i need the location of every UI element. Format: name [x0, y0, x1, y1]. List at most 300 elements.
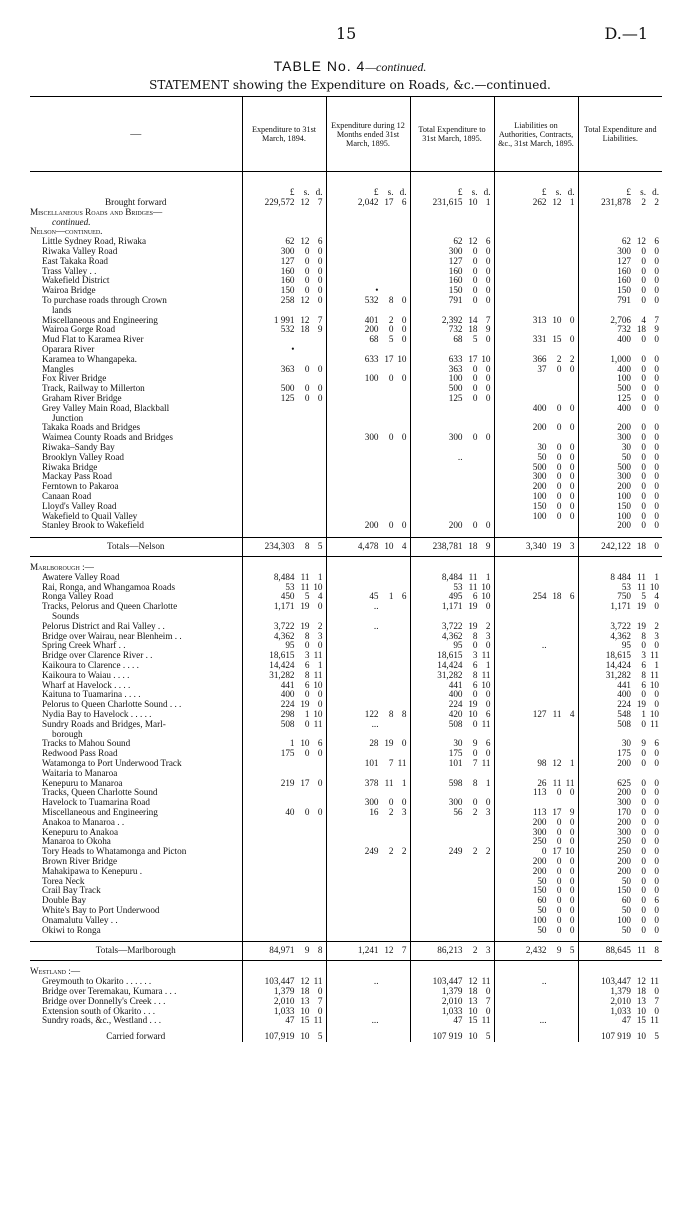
pounds-value: 50 — [537, 451, 547, 462]
pounds-value: 2,010 — [610, 995, 631, 1006]
table-row — [30, 847, 662, 857]
shillings-value — [379, 1016, 394, 1026]
amount-cell — [494, 433, 578, 443]
row-label: Kenepuru to Manaroa — [42, 778, 123, 788]
pounds-value: 500 — [280, 383, 295, 394]
totals-label: Totals—Nelson — [30, 538, 242, 557]
pounds-value: 8,484 — [441, 571, 463, 582]
row-label: Mahakipawa to Kenepuru . — [42, 866, 143, 876]
pence-value: 10 — [481, 353, 491, 364]
table-row — [30, 316, 662, 326]
pounds-value: 250 — [532, 836, 547, 847]
amount-cell — [410, 463, 494, 473]
shillings-value: 0 — [641, 777, 646, 788]
shillings-value: 0 — [556, 924, 562, 935]
amount-cell — [494, 218, 578, 228]
shillings-sign: s. — [640, 187, 646, 198]
amount-cell — [578, 433, 662, 443]
table-row — [30, 414, 662, 424]
amount-cell — [326, 886, 410, 896]
amount-cell — [578, 538, 662, 557]
table-row — [30, 612, 662, 622]
pence-value: 0 — [654, 363, 659, 374]
amount-cell — [326, 482, 410, 492]
table-row — [30, 906, 662, 916]
shillings-value: 18 — [468, 541, 478, 552]
table-row — [30, 247, 662, 257]
pounds-value: 107 919 — [601, 1031, 631, 1042]
pounds-value: 1,033 — [441, 1005, 463, 1016]
amount-cell — [242, 218, 326, 228]
table-row — [30, 423, 662, 433]
pence-value: 10 — [649, 709, 659, 720]
shillings-value: 12 — [300, 294, 310, 305]
pence-value: 6 — [654, 236, 659, 247]
pence-value: 0 — [317, 275, 323, 286]
pence-value: 11 — [565, 777, 575, 788]
pounds-value: .. — [373, 976, 379, 987]
pence-value: 10 — [649, 581, 659, 592]
pence-value: 0 — [654, 748, 659, 759]
table-body — [30, 172, 662, 1042]
amount-cell — [494, 641, 578, 651]
shillings-value: 9 — [556, 945, 562, 956]
pounds-value: 60 — [537, 895, 547, 906]
pence-value: 0 — [654, 490, 659, 501]
amount-cell — [242, 818, 326, 828]
pence-value: 0 — [401, 294, 407, 305]
amount-cell — [494, 316, 578, 326]
pence-value: 0 — [317, 699, 323, 710]
amount-cell — [326, 997, 410, 1007]
pounds-value: 150 — [617, 500, 631, 511]
column-header-total-expenditure: Total Expenditure to 31st March, 1895. — [410, 97, 494, 172]
amount-cell — [326, 671, 410, 681]
table-row — [30, 886, 662, 896]
amount-cell — [494, 788, 578, 798]
amount-cell — [326, 847, 410, 857]
pence-value: 0 — [654, 924, 659, 935]
pounds-value: 1,000 — [610, 353, 631, 364]
pence-value: 0 — [654, 777, 659, 788]
table-row — [30, 433, 662, 443]
amount-cell — [410, 227, 494, 237]
pence-value — [394, 720, 407, 730]
shillings-value: 0 — [472, 718, 478, 729]
shillings-value: 0 — [472, 275, 478, 286]
table-row — [30, 257, 662, 267]
amount-cell — [494, 997, 578, 1007]
shillings-value: 0 — [304, 285, 310, 296]
amount-cell — [494, 886, 578, 896]
shillings-value: 0 — [556, 461, 562, 472]
amount-cell — [494, 720, 578, 730]
pounds-value: 300 — [617, 826, 631, 837]
amount-cell — [326, 325, 410, 335]
amount-cell — [410, 414, 494, 424]
shillings-value: 15 — [468, 1015, 478, 1026]
pounds-value: 300 — [448, 797, 463, 808]
pence-value: 0 — [654, 904, 659, 915]
amount-cell — [410, 916, 494, 926]
shillings-value: 0 — [641, 481, 646, 492]
pence-value: 0 — [485, 520, 491, 531]
table-row — [30, 690, 662, 700]
pence-value: 0 — [317, 640, 323, 651]
amount-cell — [326, 877, 410, 887]
amount-cell — [326, 276, 410, 286]
shillings-value: 17 — [552, 846, 562, 857]
table-row — [30, 573, 662, 583]
column-header-description: — — [30, 97, 242, 172]
pounds-value: 378 — [364, 777, 379, 788]
amount-cell — [410, 942, 494, 961]
amount-cell — [578, 296, 662, 306]
pounds-value: 62 — [453, 236, 463, 247]
table-row — [30, 818, 662, 828]
shillings-value: 10 — [636, 1031, 646, 1042]
totals-label: Totals—Marlborough — [30, 942, 242, 961]
pence-value: 4 — [317, 591, 323, 602]
shillings-value: 5 — [641, 591, 646, 602]
pounds-value: • — [375, 285, 379, 296]
shillings-value: 2 — [388, 846, 394, 857]
amount-cell — [242, 896, 326, 906]
pounds-value: • — [291, 343, 295, 354]
pounds-value: 100 — [617, 914, 631, 925]
pounds-value: 200 — [617, 422, 631, 433]
pounds-value: 170 — [617, 807, 631, 818]
pence-value: 0 — [654, 601, 659, 612]
shillings-value: 0 — [556, 816, 562, 827]
pence-value: 0 — [654, 265, 659, 276]
amount-cell — [494, 286, 578, 296]
table-row — [30, 443, 662, 453]
shillings-value: 0 — [472, 748, 478, 759]
shillings-value: 5 — [472, 334, 478, 345]
table-row — [30, 512, 662, 522]
pounds-value: 200 — [617, 787, 631, 798]
amount-cell — [242, 463, 326, 473]
pounds-value: 150 — [280, 285, 295, 296]
row-label: Okiwi to Ronga — [42, 925, 101, 935]
pence-value: 0 — [485, 392, 491, 403]
pounds-value: 100 — [617, 490, 631, 501]
amount-cell — [578, 521, 662, 531]
pound-sign: £ — [541, 187, 547, 198]
shillings-value: 0 — [641, 363, 646, 374]
pounds-value: 122 — [364, 709, 379, 720]
pence-value: 6 — [317, 236, 323, 247]
shillings-value: 6 — [472, 679, 478, 690]
shillings-value: 0 — [556, 500, 562, 511]
pounds-value: 30 — [537, 441, 547, 452]
pence-value: 0 — [654, 285, 659, 296]
pence-value: 0 — [654, 255, 659, 266]
amount-cell — [326, 632, 410, 642]
pence-value: 0 — [317, 383, 323, 394]
shillings-value: 0 — [472, 294, 478, 305]
pence-value: 0 — [654, 541, 659, 552]
amount-cell — [242, 521, 326, 531]
shillings-value — [547, 1016, 562, 1026]
table-row — [30, 521, 662, 531]
pounds-value: 160 — [617, 275, 631, 286]
amount-cell — [494, 512, 578, 522]
shillings-value: 0 — [641, 904, 646, 915]
pounds-value: 127 — [448, 255, 463, 266]
pence-value: 0 — [569, 904, 575, 915]
pounds-value: 254 — [532, 591, 547, 602]
table-row — [30, 977, 662, 987]
page-number: 15 — [336, 24, 357, 43]
pounds-value: 400 — [448, 689, 463, 700]
shillings-value — [295, 345, 310, 355]
page-header — [0, 24, 700, 44]
amount-cell — [410, 335, 494, 345]
shillings-value: 0 — [556, 402, 562, 413]
amount-cell — [326, 916, 410, 926]
amount-cell — [494, 977, 578, 987]
shillings-value: 19 — [300, 699, 310, 710]
pounds-value: 548 — [617, 709, 631, 720]
pounds-value: 50 — [621, 904, 631, 915]
table-row — [30, 345, 662, 355]
amount-cell — [326, 502, 410, 512]
shillings-value: 0 — [304, 807, 310, 818]
pence-value: 0 — [654, 1005, 659, 1016]
pence-value: 10 — [565, 846, 575, 857]
pence-value: 0 — [401, 324, 407, 335]
shillings-value: 0 — [556, 363, 562, 374]
pounds-value: 95 — [453, 640, 463, 651]
pounds-value: 200 — [617, 758, 631, 769]
pence-value: 0 — [401, 432, 407, 443]
shillings-value: 1 — [388, 591, 394, 602]
row-label: Rai, Ronga, and Whangamoa Roads — [42, 582, 176, 592]
shillings-value: 0 — [304, 640, 310, 651]
amount-cell — [494, 198, 578, 208]
row-label: Anakoa to Manaroa . . — [42, 817, 125, 827]
row-label: Bridge over Clarence River . . — [42, 651, 153, 661]
pence-value: 0 — [317, 748, 323, 759]
amount-cell — [242, 1032, 326, 1042]
pounds-value: 47 — [453, 1015, 463, 1026]
amount-cell — [494, 276, 578, 286]
pence-value: 0 — [569, 865, 575, 876]
pounds-value: .. — [457, 451, 463, 462]
pounds-value: 331 — [532, 334, 547, 345]
pence-value: 0 — [654, 846, 659, 857]
amount-cell — [242, 837, 326, 847]
amount-cell — [578, 1032, 662, 1042]
pence-value: 4 — [654, 591, 659, 602]
shillings-value: 13 — [468, 995, 478, 1006]
pounds-value: 14,424 — [605, 660, 631, 671]
table-row — [30, 779, 662, 789]
pence-value: 0 — [317, 392, 323, 403]
pounds-value: 532 — [364, 294, 379, 305]
table-row — [30, 730, 662, 740]
shillings-value: 0 — [641, 836, 646, 847]
shillings-value: 0 — [556, 904, 562, 915]
amount-cell — [578, 227, 662, 237]
table-row — [30, 384, 662, 394]
pence-value: 0 — [654, 461, 659, 472]
shillings-value: 10 — [300, 738, 310, 749]
pence-value: 0 — [401, 738, 407, 749]
pounds-value: ... — [371, 1015, 379, 1026]
shillings-value: 0 — [472, 363, 478, 374]
pence-value: 2 — [654, 620, 659, 631]
shillings-value: 19 — [300, 620, 310, 631]
amount-cell — [578, 730, 662, 740]
pounds-value: 100 — [364, 373, 379, 384]
pence-value: 2 — [569, 353, 575, 364]
pence-value: 0 — [654, 797, 659, 808]
shillings-value: 13 — [300, 995, 310, 1006]
pounds-value: 1,033 — [610, 1005, 631, 1016]
table-row — [30, 632, 662, 642]
currency-units-cell — [242, 178, 326, 198]
pence-value: 10 — [397, 353, 407, 364]
shillings-value: 0 — [641, 856, 646, 866]
pound-sign: £ — [373, 187, 379, 198]
shillings-value: 0 — [304, 748, 310, 759]
shillings-value: 0 — [641, 797, 646, 808]
shillings-value: 0 — [304, 718, 310, 729]
pounds-value: 298 — [280, 709, 295, 720]
amount-cell — [410, 759, 494, 769]
pounds-value: 175 — [617, 748, 631, 759]
amount-cell — [494, 967, 578, 977]
pence-value: 0 — [654, 432, 659, 443]
pounds-value: 160 — [617, 265, 631, 276]
shillings-value: 8 — [304, 541, 310, 552]
row-label: Trass Valley . . — [42, 266, 97, 276]
pounds-value: 500 — [617, 461, 631, 472]
shillings-value: 0 — [304, 255, 310, 266]
pounds-value: 100 — [448, 373, 463, 384]
shillings-value: 0 — [641, 275, 646, 286]
shillings-value: 0 — [556, 895, 562, 906]
shillings-value: 0 — [304, 275, 310, 286]
row-label: Greymouth to Okarito . . . . . . — [42, 977, 152, 987]
row-label: Junction — [52, 413, 84, 423]
shillings-sign: s. — [555, 187, 562, 198]
pounds-value: 2,706 — [610, 314, 631, 325]
amount-cell — [242, 808, 326, 818]
row-label: Tracks to Mahou Sound — [42, 739, 131, 749]
shillings-value: 6 — [472, 591, 478, 602]
table-row — [30, 404, 662, 414]
pence-value: 0 — [485, 689, 491, 700]
pounds-value: 50 — [537, 924, 547, 935]
pounds-value: .. — [373, 601, 379, 612]
table-row — [30, 276, 662, 286]
pounds-value: 508 — [280, 718, 295, 729]
shillings-value: 8 — [641, 630, 646, 641]
row-label: Oparara River — [42, 344, 95, 354]
shillings-value: 0 — [641, 255, 646, 266]
pence-value: 10 — [481, 591, 491, 602]
shillings-value: 12 — [636, 976, 646, 987]
pence-value: 0 — [569, 314, 575, 325]
pence-value: 0 — [569, 856, 575, 866]
row-label: Marlborough :— — [30, 563, 94, 573]
pounds-value: 732 — [617, 324, 631, 335]
pence-value: 1 — [569, 197, 575, 207]
pence-value: 11 — [313, 976, 323, 987]
pence-value: 0 — [485, 373, 491, 384]
pounds-value: .. — [541, 640, 547, 651]
amount-cell — [242, 916, 326, 926]
pence-value: 0 — [569, 441, 575, 452]
pence-value: 0 — [654, 383, 659, 394]
amount-cell — [326, 622, 410, 632]
shillings-value: 18 — [636, 541, 646, 552]
row-label: Karamea to Whangapeka. — [42, 354, 137, 364]
pounds-value: 0 — [541, 846, 547, 857]
pounds-value: 420 — [448, 709, 463, 720]
shillings-value: 0 — [472, 383, 478, 394]
pounds-value: 100 — [532, 510, 547, 521]
pounds-value: 4,478 — [357, 541, 379, 552]
shillings-value: 17 — [300, 777, 310, 788]
pence-value: 0 — [569, 510, 575, 521]
pence-value: 11 — [481, 650, 491, 661]
shillings-value: 0 — [556, 422, 562, 433]
pence-value: 3 — [485, 945, 491, 956]
amount-cell — [242, 749, 326, 759]
pounds-value: 200 — [532, 865, 547, 876]
amount-cell — [242, 502, 326, 512]
currency-units-cell — [494, 178, 578, 198]
pence-value — [562, 977, 575, 987]
pence-value: 1 — [401, 777, 407, 788]
shillings-value: 0 — [641, 758, 646, 769]
amount-cell — [410, 867, 494, 877]
pence-value — [394, 977, 407, 987]
shillings-value: 4 — [641, 314, 646, 325]
row-label: Sundry Roads and Bridges, Marl- — [42, 719, 166, 729]
shillings-value: 19 — [468, 620, 478, 631]
pounds-value: ... — [539, 1015, 547, 1026]
pounds-value: 1,171 — [441, 601, 463, 612]
pence-value: 0 — [654, 807, 659, 818]
table-row — [30, 857, 662, 867]
pounds-value: 234,303 — [264, 541, 295, 552]
amount-cell — [242, 365, 326, 375]
pounds-value: 1,379 — [441, 985, 463, 996]
pence-value: 5 — [569, 945, 575, 956]
pounds-value: 2,392 — [441, 314, 463, 325]
pence-value: 2 — [317, 620, 323, 631]
amount-cell — [494, 267, 578, 277]
pence-value: 9 — [569, 807, 575, 818]
pounds-value: 242,122 — [601, 541, 631, 552]
amount-cell — [494, 926, 578, 936]
pounds-value: 495 — [448, 591, 463, 602]
pounds-value: 363 — [448, 363, 463, 374]
pence-value: 10 — [649, 679, 659, 690]
amount-cell — [326, 267, 410, 277]
shillings-value: 12 — [300, 314, 310, 325]
shillings-value: 10 — [636, 1005, 646, 1016]
pounds-value: 1,379 — [610, 985, 631, 996]
pence-value: 0 — [485, 363, 491, 374]
row-label: Fox River Bridge — [42, 374, 107, 384]
